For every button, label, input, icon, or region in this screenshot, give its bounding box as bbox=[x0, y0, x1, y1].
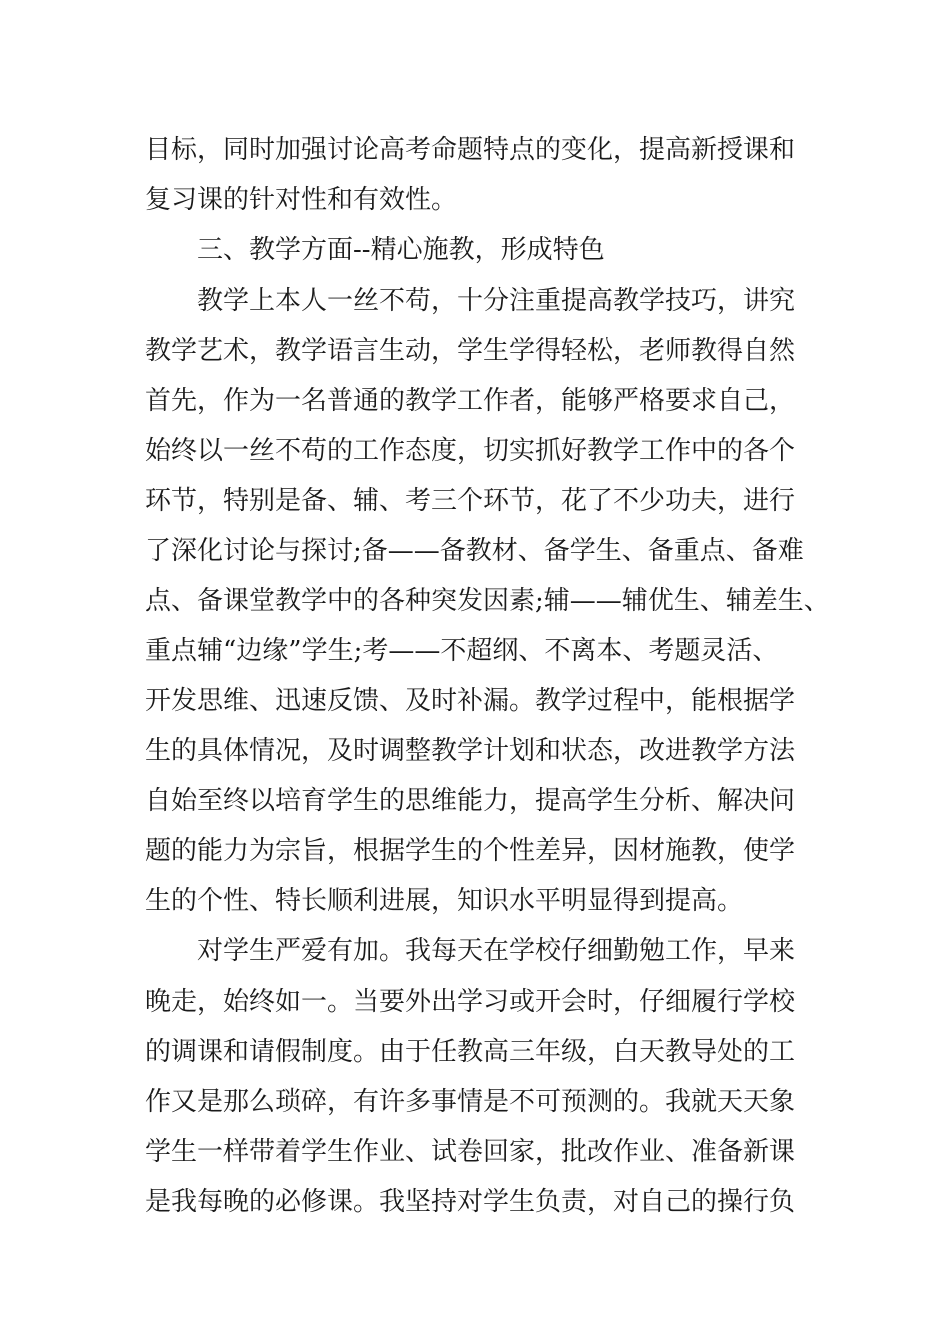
text-line: 题的能力为宗旨，根据学生的个性差异，因材施教，使学 bbox=[145, 836, 796, 866]
text-line: 的调课和请假制度。由于任教高三年级，白天教导处的工 bbox=[145, 1037, 796, 1067]
text-line: 环节，特别是备、辅、考三个环节，花了不少功夫，进行 bbox=[145, 486, 796, 516]
text-line: 教学上本人一丝不苟，十分注重提高教学技巧，讲究 bbox=[197, 286, 796, 316]
text-line: 生的具体情况，及时调整教学计划和状态，改进教学方法 bbox=[145, 736, 796, 766]
text-line: 开发思维、迅速反馈、及时补漏。教学过程中，能根据学 bbox=[145, 686, 796, 716]
text-line: 复习课的针对性和有效性。 bbox=[145, 185, 458, 215]
text-line: 学生一样带着学生作业、试卷回家，批改作业、准备新课 bbox=[145, 1137, 796, 1167]
section-heading: 三、教学方面--精心施教，形成特色 bbox=[197, 235, 605, 265]
text-line: 是我每晚的必修课。我坚持对学生负责，对自己的操行负 bbox=[145, 1187, 796, 1217]
text-line: 自始至终以培育学生的思维能力，提高学生分析、解决问 bbox=[145, 786, 796, 816]
text-line: 了深化讨论与探讨;备——备教材、备学生、备重点、备难 bbox=[145, 536, 804, 566]
text-line: 生的个性、特长顺利进展，知识水平明显得到提高。 bbox=[145, 886, 744, 916]
text-line: 目标，同时加强讨论高考命题特点的变化，提高新授课和 bbox=[145, 135, 796, 165]
text-line: 作又是那么琐碎，有许多事情是不可预测的。我就天天象 bbox=[145, 1087, 796, 1117]
text-line: 对学生严爱有加。我每天在学校仔细勤勉工作，早来 bbox=[197, 936, 796, 966]
text-line: 教学艺术，教学语言生动，学生学得轻松，老师教得自然 bbox=[145, 336, 796, 366]
text-line: 重点辅“边缘”学生;考——不超纲、不离本、考题灵活、 bbox=[145, 636, 779, 666]
text-line: 点、备课堂教学中的各种突发因素;辅——辅优生、辅差生、 bbox=[145, 586, 830, 616]
text-line: 首先，作为一名普通的教学工作者，能够严格要求自己， bbox=[145, 386, 796, 416]
text-line: 始终以一丝不苟的工作态度，切实抓好教学工作中的各个 bbox=[145, 436, 796, 466]
text-line: 晚走，始终如一。当要外出学习或开会时，仔细履行学校 bbox=[145, 987, 796, 1017]
